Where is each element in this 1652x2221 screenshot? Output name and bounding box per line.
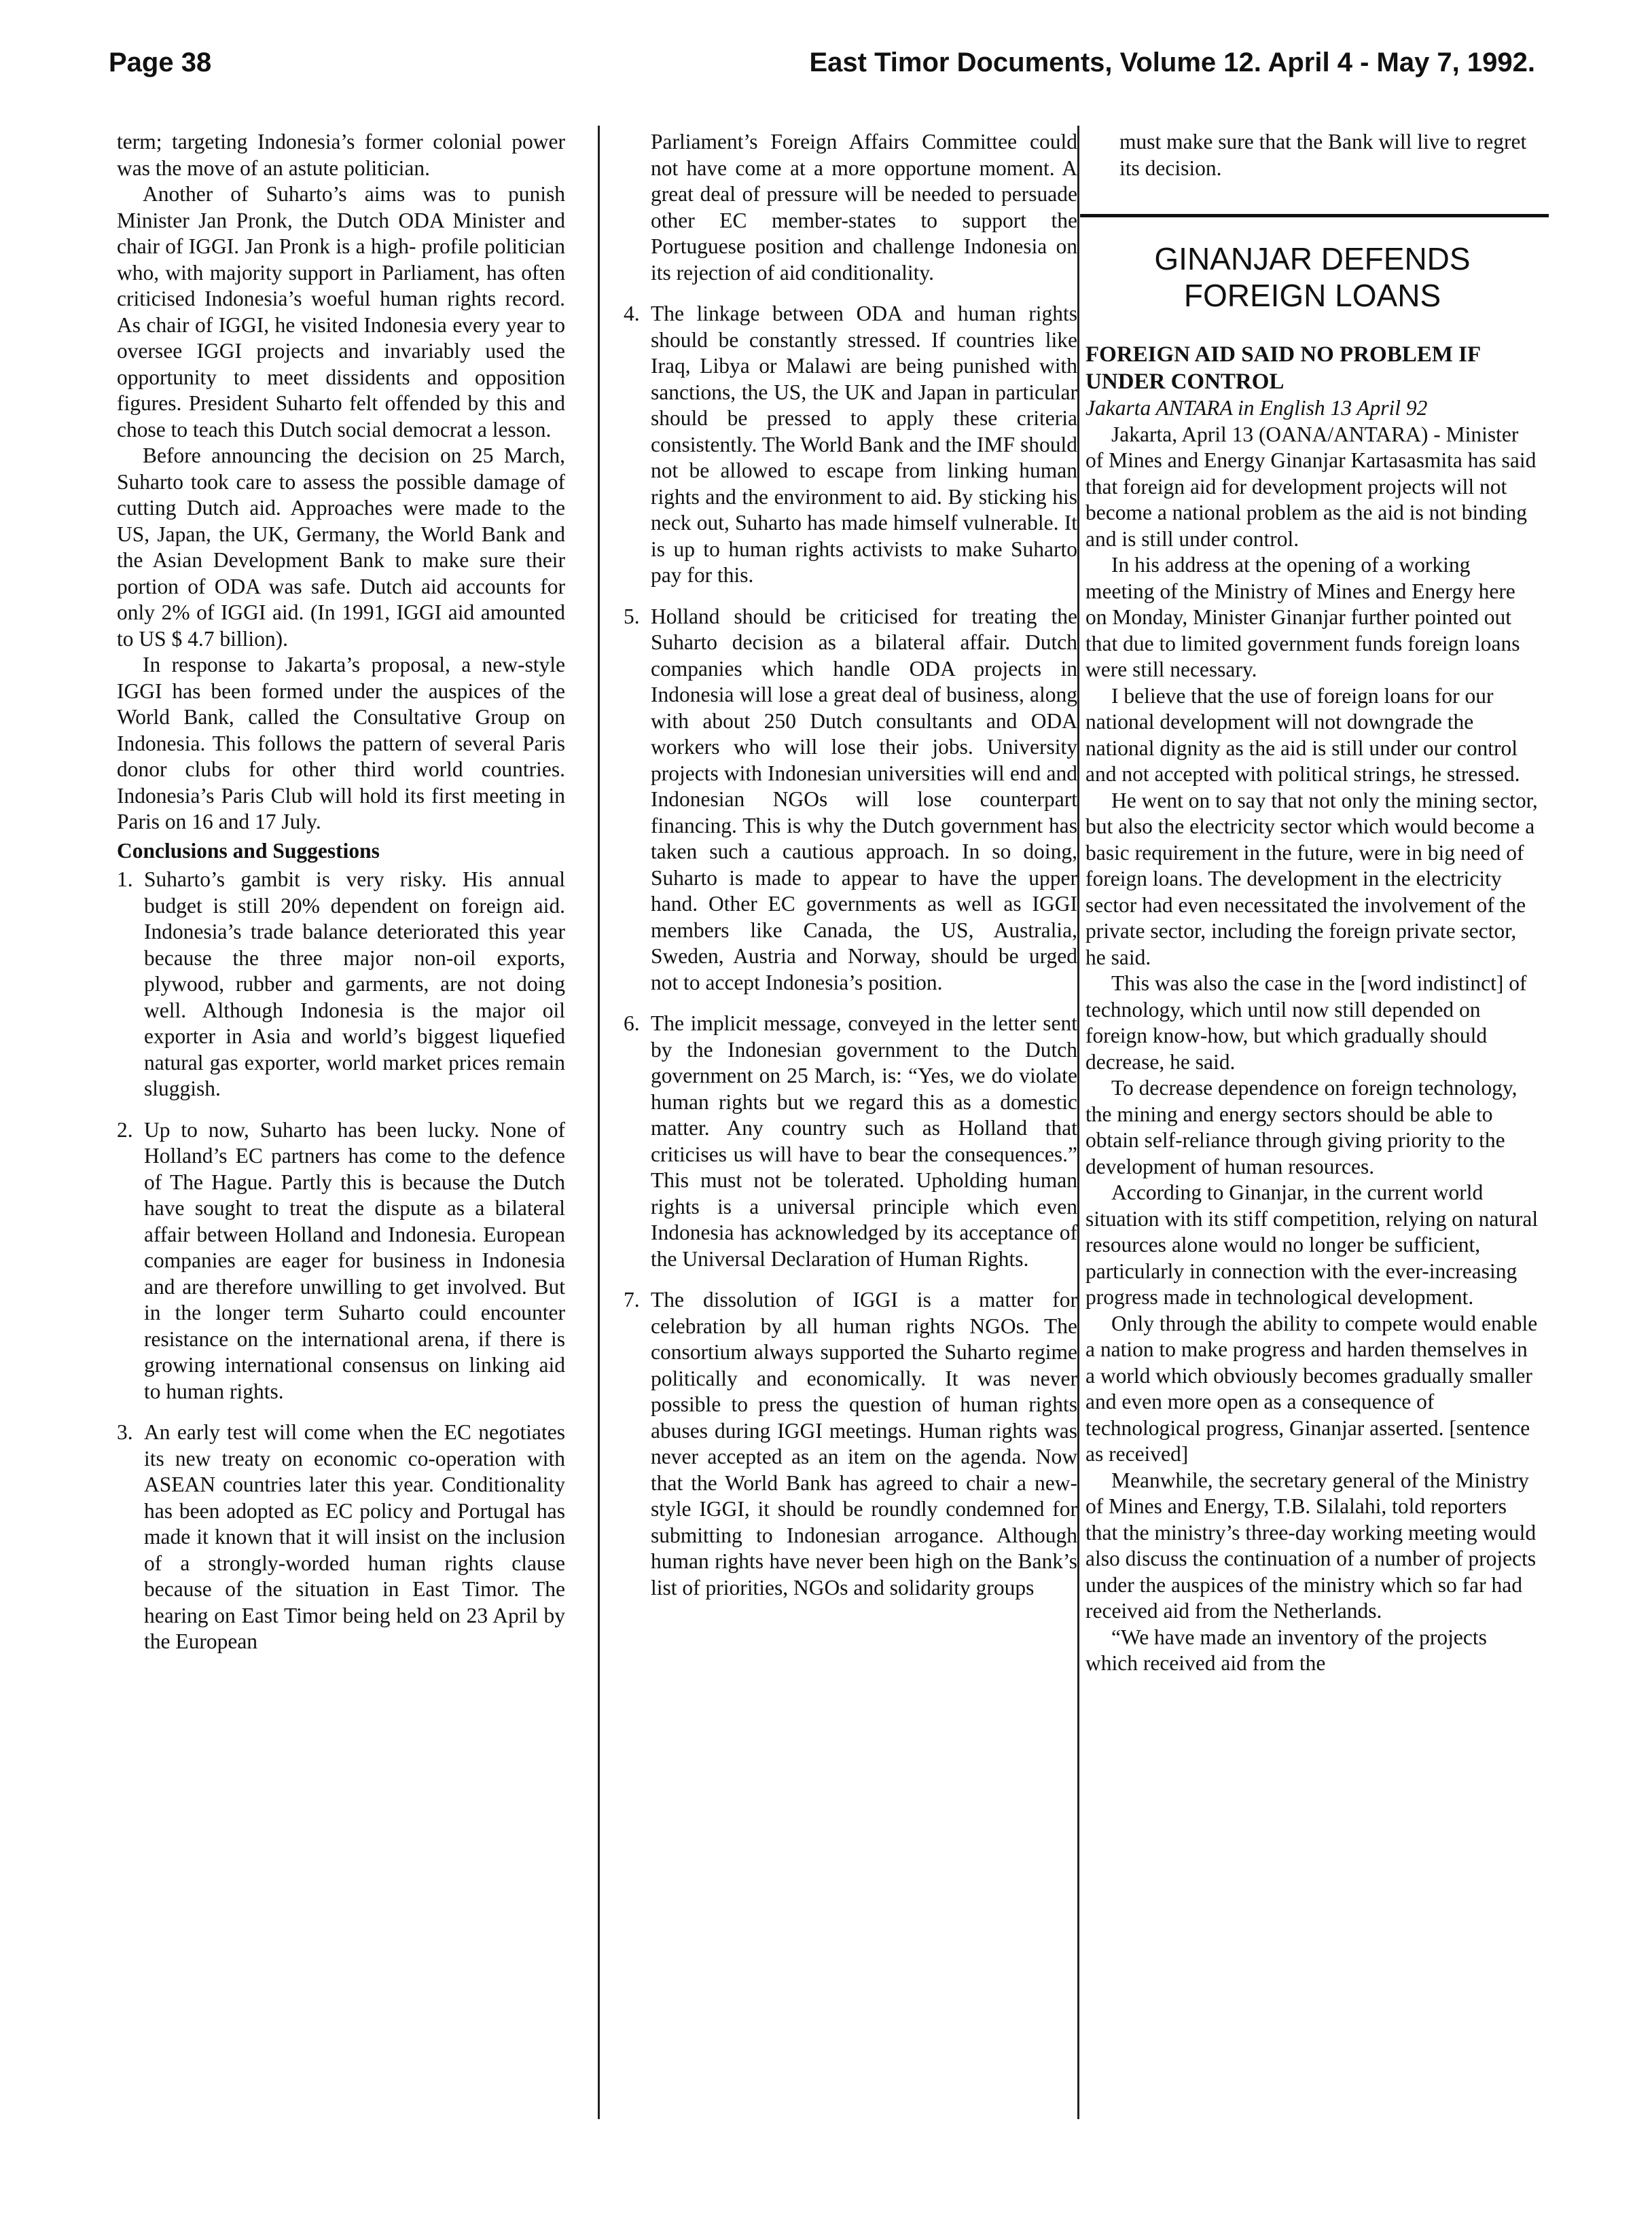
- paragraph: “We have made an inventory of the projects which received aid from the: [1085, 1625, 1487, 1675]
- article-title: GINANJAR DEFENDS FOREIGN LOANS: [1154, 241, 1471, 313]
- paragraph: This was also the case in the [word indistinct] of technology, which until now still depended on foreign know-how, but which gradually should decrease, he said.: [1085, 971, 1527, 1074]
- item-number: 6.: [624, 1011, 640, 1035]
- item-number: 2.: [117, 1117, 133, 1142]
- publication-title: East Timor Documents, Volume 12. April 4 - May 7, 1992.: [809, 48, 1535, 77]
- column-1: [117, 129, 565, 1670]
- item-number: 5.: [624, 604, 640, 628]
- paragraph: Meanwhile, the secretary general of the Ministry of Mines and Energy, T.B. Silalahi, told reporters that the ministry’s three-day working meeting would also discuss the continuation of a number of projects under the auspices of the ministry which so far had received aid from the Netherlands.: [1085, 1468, 1537, 1623]
- item-text: The linkage between ODA and human rights should be constantly stressed. If countries like Iraq, Libya or Malawi are being punished with sanctions, the US, the UK and Japan in particular should be pressed to apply these criteria consistently. The World Bank and the IMF should not be allowed to escape from linking human rights and the environment to aid. By sticking his neck out, Suharto has made himself vulnerable. It is up to human rights activists to make Suharto pay for this.: [651, 302, 1077, 587]
- item-text: Up to now, Suharto has been lucky. None of Holland’s EC partners has come to the defence of The Hague. Partly this is because the Dutch have sought to treat the dispute as a bilateral affair between Holland and Indonesia. European companies are eager for business in Indonesia and are therefore unwilling to get involved. But in the longer term Suharto could encounter resistance on the international arena, if there is growing international consensus on linking aid to human rights.: [144, 1117, 565, 1403]
- paragraph: According to Ginanjar, in the current world situation with its stiff competition, relying on natural resources alone would no longer be sufficient, particularly in connection with the ever-increasing progress made in technological development.: [1085, 1180, 1539, 1309]
- paragraph: He went on to say that not only the mining sector, but also the electricity sector which would become a basic requirement in the future, were in big need of foreign loans. The development in the electricity sector had even necessitated the involvement of the private sector, including the foreign private sector, he said.: [1085, 788, 1538, 969]
- article-source: Jakarta ANTARA in English 13 April 92: [1085, 396, 1428, 420]
- paragraph: Jakarta, April 13 (OANA/ANTARA) - Minister of Mines and Energy Ginanjar Kartasasmita has said that foreign aid for development projects will not become a national problem as the aid is not binding and is still under control.: [1085, 422, 1537, 551]
- article-subheading: FOREIGN AID SAID NO PROBLEM IF UNDER CONTROL: [1085, 342, 1480, 394]
- item-number: 3.: [117, 1420, 133, 1444]
- page-number: Page 38: [109, 48, 212, 77]
- paragraph: To decrease dependence on foreign technology, the mining and energy sectors should be able to obtain self-reliance through giving priority to the development of human resources.: [1085, 1076, 1518, 1178]
- section-heading: Conclusions and Suggestions: [117, 838, 380, 863]
- item-text: An early test will come when the EC negotiates its new treaty on economic co-operation with ASEAN countries later this year. Conditionality has been adopted as EC policy and Portugal has made it known that it will insist on the inclusion of a strongly-worded human rights clause because of the situation in East Timor. The hearing on East Timor being held on 23 April by the European: [144, 1420, 565, 1653]
- item-text: The implicit message, conveyed in the letter sent by the Indonesian government to the Dutch government on 25 March, is: “Yes, we do violate human rights but we regard this as a domestic matter. Any country such as Holland that criticises us will have to bear the consequences.” This must not be tolerated. Upholding human rights is a universal principle which even Indonesia has acknowledged by its acceptance of the Universal Declaration of Human Rights.: [651, 1011, 1077, 1271]
- item-text: The dissolution of IGGI is a matter for celebration by all human rights NGOs. The consortium always supported the Suharto regime politically and economically. It was never possible to press the question of human rights abuses during IGGI meetings. Human rights was never accepted as an item on the agenda. Now that the World Bank has agreed to chair a new- style IGGI, it should be roundly condemned for submitting to Indonesian arrogance. Although human rights have never been high on the Bank’s list of priorities, NGOs and solidarity groups: [651, 1288, 1077, 1600]
- column-divider-2: [1077, 126, 1079, 2119]
- section-rule: [1080, 214, 1549, 217]
- paragraph: In response to Jakarta’s proposal, a new-style IGGI has been formed under the auspices of the World Bank, called the Consultative Group on Indonesia. This follows the pattern of several Paris donor clubs for other third world countries. Indonesia’s Paris Club will hold its first meeting in Paris on 16 and 17 July.: [117, 653, 565, 833]
- list-item: [624, 604, 1077, 996]
- column-3: [1085, 129, 1539, 1677]
- paragraph: Only through the ability to compete would enable a nation to make progress and harden themselves in a world which obviously becomes gradually smaller and even more open as a consequence of technological progress, Ginanjar asserted. [sentence as received]: [1085, 1311, 1538, 1466]
- paragraph: term; targeting Indonesia’s former colonial power was the move of an astute politician.: [117, 130, 565, 180]
- item-number: 4.: [624, 302, 640, 325]
- column-divider-1: [598, 126, 600, 2119]
- item-text: Suharto’s gambit is very risky. His annual budget is still 20% dependent on foreign aid. Indonesia’s trade balance deteriorated this year because the three major non-oil exports, plywood, rubber and garments, are not doing well. Although Indonesia is the major oil exporter in Asia and world’s biggest liquefied natural gas exporter, world market prices remain sluggish.: [144, 867, 565, 1100]
- item-number: 1.: [117, 867, 133, 891]
- list-item: [624, 301, 1077, 589]
- column-2: [624, 129, 1077, 1616]
- list-item: [117, 1117, 565, 1405]
- paragraph: Parliament’s Foreign Affairs Committee could not have come at a more opportune moment. A great deal of pressure will be needed to persuade other EC member-states to support the Portuguese position and challenge Indonesia on its rejection of aid conditionality.: [651, 130, 1077, 285]
- item-number: 7.: [624, 1288, 640, 1312]
- list-item: [117, 1420, 565, 1655]
- page-header: [109, 48, 1535, 88]
- paragraph: In his address at the opening of a working meeting of the Ministry of Mines and Energy here on Monday, Minister Ginanjar further pointed out that due to limited government funds foreign loans were still necessary.: [1085, 553, 1520, 681]
- list-item: [624, 1287, 1077, 1601]
- paragraph: Another of Suharto’s aims was to punish Minister Jan Pronk, the Dutch ODA Minister and chair of IGGI. Jan Pronk is a high- profile politician who, with majority support in Parliament, has often criticised Indonesia’s woeful human rights record. As chair of IGGI, he visited Indonesia every year to oversee IGGI projects and invariably used the opportunity to meet dissidents and opposition figures. President Suharto felt offended by this and chose to teach this Dutch social democrat a lesson.: [117, 182, 565, 441]
- list-item: [624, 1011, 1077, 1272]
- paragraph: must make sure that the Bank will live to regret its decision.: [1119, 130, 1527, 180]
- paragraph: I believe that the use of foreign loans for our national development will not downgrade the national dignity as the aid is still under our control and not accepted with political strings, he stressed.: [1085, 683, 1520, 786]
- list-item: [117, 867, 565, 1102]
- paragraph: Before announcing the decision on 25 March, Suharto took care to assess the possible damage of cutting Dutch aid. Approaches were made to the US, Japan, the UK, Germany, the World Bank and the Asian Development Bank to make sure their portion of ODA was safe. Dutch aid accounts for only 2% of IGGI aid. (In 1991, IGGI aid amounted to US $ 4.7 billion).: [117, 444, 565, 651]
- item-text: Holland should be criticised for treating the Suharto decision as a bilateral affair. Dutch companies which handle ODA projects in Indonesia will lose a great deal of business, along with about 250 Dutch consultants and ODA workers who will lose their jobs. University projects with Indonesian universities will end and Indonesian NGOs will lose counterpart financing. This is why the Dutch government has taken such a cautious approach. In so doing, Suharto is made to appear to have the upper hand. Other EC governments as well as IGGI members like Canada, the US, Australia, Sweden, Austria and Norway, should be urged not to accept Indonesia’s position.: [651, 604, 1077, 994]
